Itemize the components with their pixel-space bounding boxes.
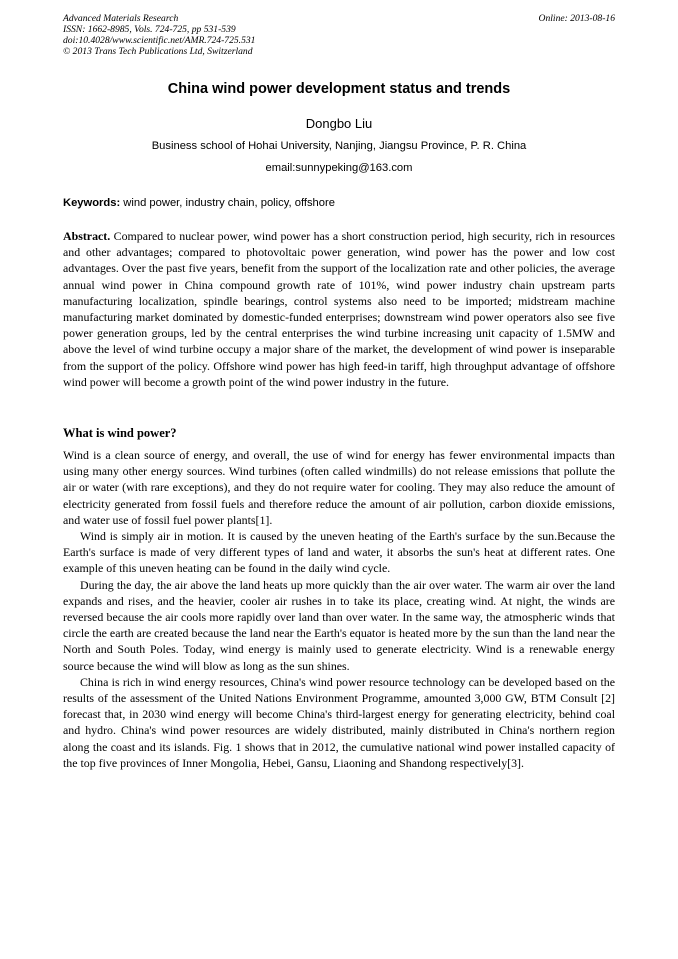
abstract-label: Abstract. — [63, 229, 111, 243]
paragraph: China is rich in wind energy resources, China's wind power resource technology can be developed based on the results of the assessment of the United Nations Environment Programme, amounted 3,000 GW, BTM Consult [2] forecast that, in 2030 wind energy will become China's third-largest energy for generating electricity, behind coal and hydro. China's wind power resources are widely distributed, mainly distributed in China's northern region along the coast and its islands. Fig. 1 shows that in 2012, the cumulative national wind power installed capacity of the top five provinces of Inner Mongolia, Hebei, Gansu, Liaoning and Shandong respectively[3]. — [63, 674, 615, 770]
keywords-label: Keywords: — [63, 197, 121, 209]
abstract — [63, 228, 615, 390]
keywords-text: wind power, industry chain, policy, offshore — [120, 197, 335, 209]
abstract-text: Compared to nuclear power, wind power has a short construction period, high security, rich in resources and other advantages; compared to photovoltaic power generation, wind power has the power and low cost advantages. Over the past five years, benefit from the support of the localization rate and other policies, the average annual wind power in China compound growth rate of 101%, wind power industry chain upstream parts manufacturing localization, spindle bearings, control systems also need to be imported; midstream machine manufacturing market dominated by domestic-funded enterprises; downstream wind power operators also see five power generation groups, led by the central enterprises the wind turbine increasing unit capacity of 1.5MW and above the level of wind turbine occupy a major share of the market, the development of wind power is inseparable from the support of the policy. Offshore wind power has high feed-in tariff, high throughput advantage of offshore wind power will become a growth point of the wind power industry in the future. — [63, 229, 615, 389]
issn-line: ISSN: 1662-8985, Vols. 724-725, pp 531-539 — [63, 24, 236, 35]
paragraph: Wind is simply air in motion. It is caused by the uneven heating of the Earth's surface by the sun.Because the Earth's surface is made of very different types of land and water, it absorbs the sun's heat at different rates. One example of this uneven heating can be found in the daily wind cycle. — [63, 529, 615, 576]
journal-header — [63, 13, 615, 57]
section-body — [63, 447, 615, 771]
author-name: Dongbo Liu — [305, 116, 373, 131]
doi-line: doi:10.4028/www.scientific.net/AMR.724-725.531 — [63, 35, 256, 46]
paragraph: During the day, the air above the land heats up more quickly than the air over water. The warm air over the land expands and rises, and the heavier, cooler air rushes in to take its place, creating wind. At night, the winds are reversed because the air cools more rapidly over land than over water. In the same way, the atmospheric winds that circle the earth are created because the land near the Earth's equator is heated more by the sun than the land near the North and South Poles. Today, wind energy is mainly used to generate electricity. Wind is a renewable energy source because the wind will blow as long as the sun shines. — [63, 577, 615, 673]
paper-title: China wind power development status and trends — [167, 81, 511, 97]
author-affiliation: Business school of Hohai University, Nanjing, Jiangsu Province, P. R. China — [151, 140, 527, 152]
journal-info — [63, 13, 615, 57]
keywords — [63, 195, 615, 211]
online-date: Online: 2013-08-16 — [538, 13, 615, 24]
paragraph: Wind is a clean source of energy, and overall, the use of wind for energy has fewer environmental impacts than using many other energy sources. Wind turbines (often called windmills) do not release emissions that pollute the air or water (with rare exceptions), and they do not require water for cooling. They may also reduce the amount of electricity generated from fossil fuels and therefore reduce the amount of air pollution, carbon dioxide emissions, and water use of fossil fuel power plants[1]. — [63, 448, 615, 527]
author-email: email:sunnypeking@163.com — [265, 162, 413, 174]
section-heading: What is wind power? — [63, 426, 177, 440]
journal-name: Advanced Materials Research — [63, 13, 179, 24]
copyright-line: © 2013 Trans Tech Publications Ltd, Switzerland — [63, 46, 253, 57]
